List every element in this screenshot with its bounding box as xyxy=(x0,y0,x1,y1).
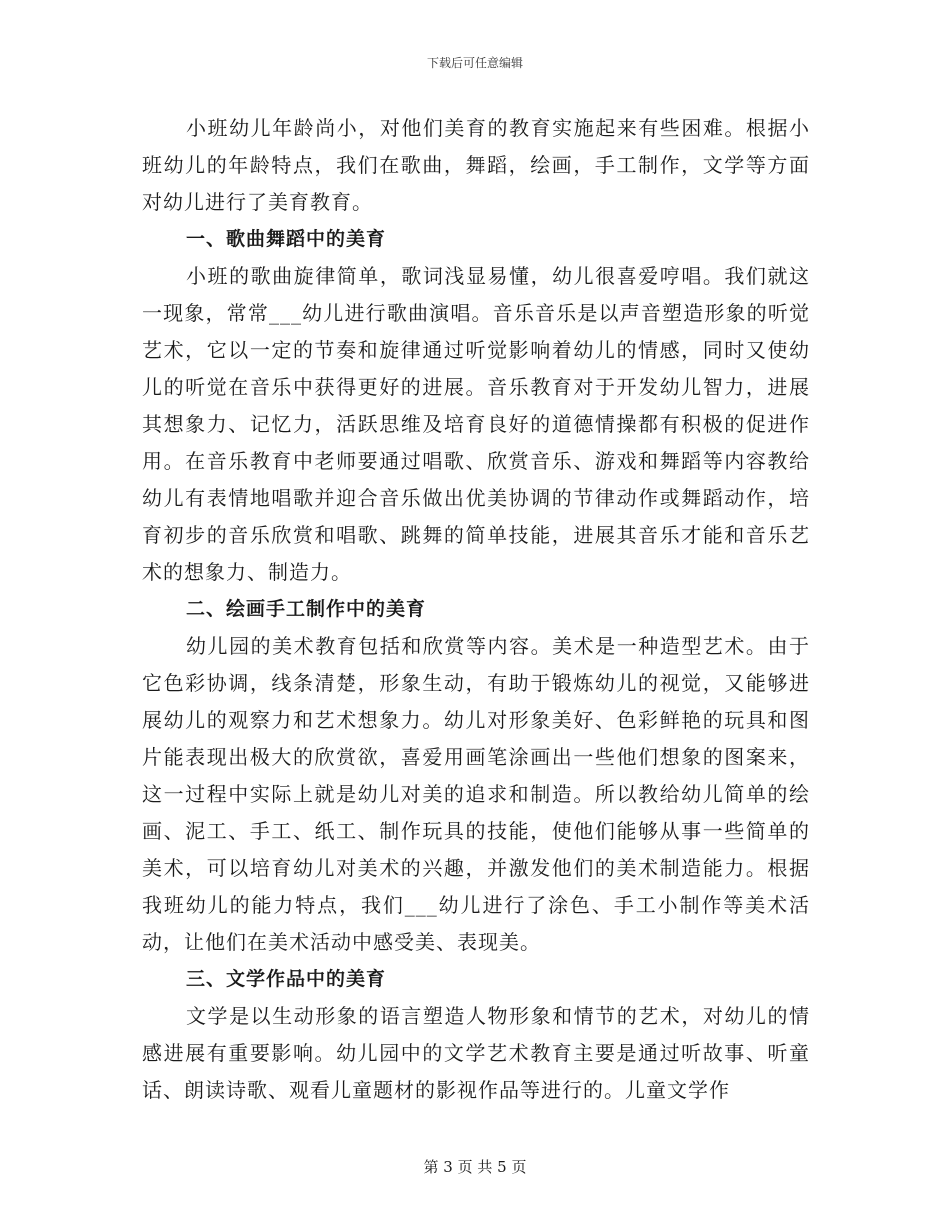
page-number-footer: 第 3 页 共 5 页 xyxy=(423,1158,527,1176)
page-header: 下载后可任意编辑 xyxy=(426,56,523,70)
section-heading-literature: 三、文学作品中的美育 xyxy=(186,968,387,990)
intro-paragraph: 小班幼儿年龄尚小，对他们美育的教育实施起来有些困难。根据小班幼儿的年龄特点，我们在歌曲，舞蹈，绘画，手工制作，文学等方面对幼儿进行了美育教育。 xyxy=(142,116,810,214)
section-paragraph-art-craft: 幼儿园的美术教育包括和欣赏等内容。美术是一种造型艺术。由于它色彩协调，线条清楚，形象生动，有助于锻炼幼儿的视觉，又能够进展幼儿的观察力和艺术想象力。幼儿对形象美好、色彩鲜艳的玩具和图片能表现出极大的欣赏欲，喜爱用画笔涂画出一些他们想象的图案来，这一过程中实际上就是幼儿对美的追求和制造。所以教给幼儿简单的绘画、泥工、手工、纸工、制作玩具的技能，使他们能够从事一些简单的美术，可以培育幼儿对美术的兴趣，并激发他们的美术制造能力。根据我班幼儿的能力特点，我们___幼儿进行了涂色、手工小制作等美术活动，让他们在美术活动中感受美、表现美。 xyxy=(142,634,810,954)
document-body xyxy=(142,110,810,1109)
section-paragraph-music-dance: 小班的歌曲旋律简单，歌词浅显易懂，幼儿很喜爱哼唱。我们就这一现象，常常___幼儿进行歌曲演唱。音乐音乐是以声音塑造形象的听觉艺术，它以一定的节奏和旋律通过听觉影响着幼儿的情感，同时又使幼儿的听觉在音乐中获得更好的进展。音乐教育对于开发幼儿智力，进展其想象力、记忆力，活跃思维及培育良好的道德情操都有积极的促进作用。在音乐教育中老师要通过唱歌、欣赏音乐、游戏和舞蹈等内容教给幼儿有表情地唱歌并迎合音乐做出优美协调的节律动作或舞蹈动作，培育初步的音乐欣赏和唱歌、跳舞的简单技能，进展其音乐才能和音乐艺术的想象力、制造力。 xyxy=(142,264,810,584)
section-heading-art-craft: 二、绘画手工制作中的美育 xyxy=(186,598,427,620)
section-paragraph-literature: 文学是以生动形象的语言塑造人物形象和情节的艺术，对幼儿的情感进展有重要影响。幼儿园中的文学艺术教育主要是通过听故事、听童话、朗读诗歌、观看儿童题材的影视作品等进行的。儿童文学作 xyxy=(142,1004,810,1102)
section-heading-music-dance: 一、歌曲舞蹈中的美育 xyxy=(186,228,387,250)
